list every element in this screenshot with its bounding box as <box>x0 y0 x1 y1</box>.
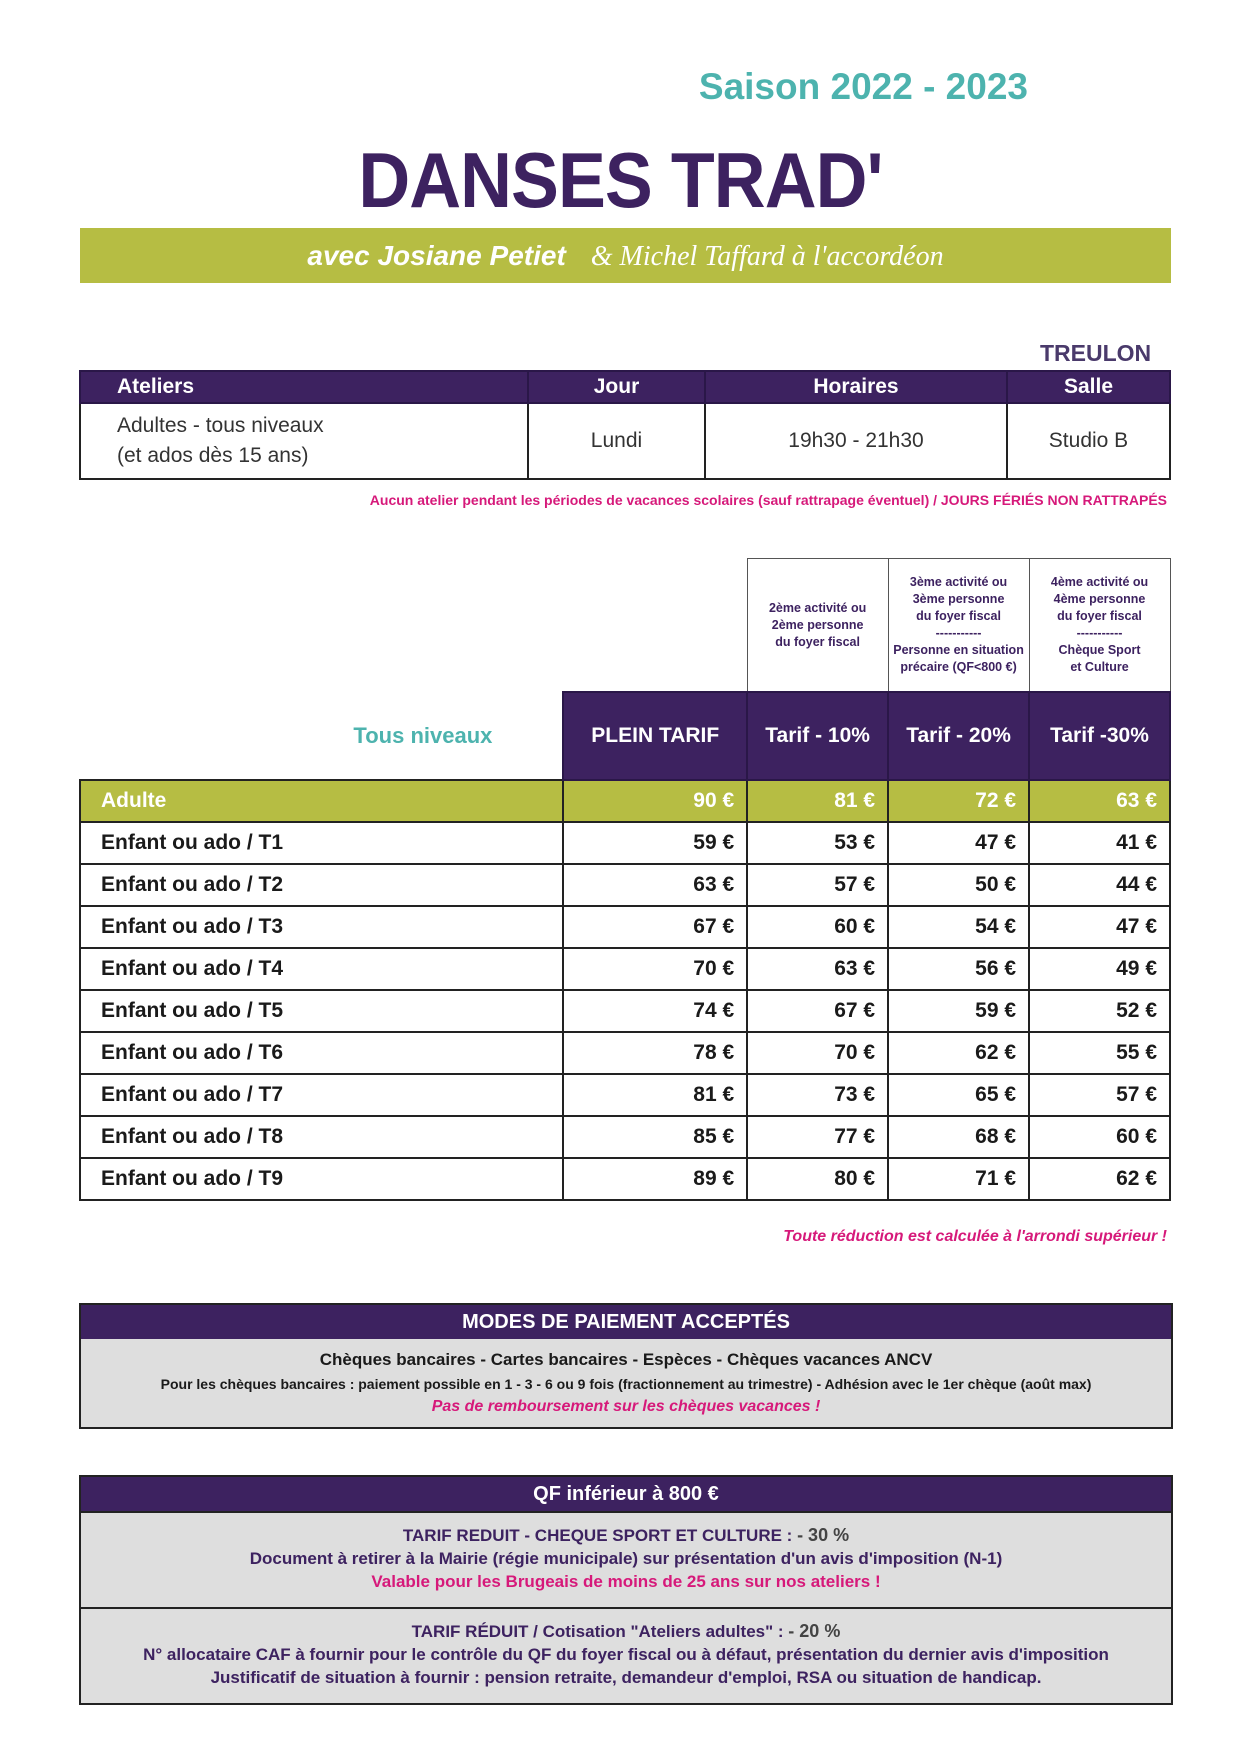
schedule-header-row <box>80 371 1170 403</box>
tous-niveaux-label: Tous niveaux <box>353 722 493 748</box>
price-cell: 55 € <box>1029 1032 1170 1074</box>
price-cell: 63 € <box>747 948 888 990</box>
payment-content <box>81 1339 1171 1427</box>
price-cell: 68 € <box>888 1116 1029 1158</box>
qf-sec1-line2: Document à retirer à la Mairie (régie municipale) sur présentation d'un avis d'imposition (N-1) <box>249 1549 1003 1568</box>
price-cell: 70 € <box>563 948 747 990</box>
payment-cheque-note: Pour les chèques bancaires : paiement possible en 1 - 3 - 6 ou 9 fois (fractionnement au trimestre) - Adhésion avec le 1er chèque (août max) <box>160 1376 1092 1392</box>
vacances-note: Aucun atelier pendant les périodes de vacances scolaires (sauf rattrapage éventuel) / JOURS FÉRIÉS NON RATTRAPÉS <box>369 492 1167 508</box>
row-label: Enfant ou ado / T8 <box>80 1116 563 1158</box>
row-label: Enfant ou ado / T9 <box>80 1158 563 1200</box>
arrondi-note: Toute réduction est calculée à l'arrondi supérieur ! <box>783 1228 1167 1245</box>
price-cell: 81 € <box>747 780 888 822</box>
row-label: Enfant ou ado / T1 <box>80 822 563 864</box>
table-row <box>80 1074 1170 1116</box>
header-salle: Salle <box>1007 371 1170 403</box>
qf-sec1-title <box>81 1524 1171 1547</box>
price-cell: 54 € <box>888 906 1029 948</box>
pricing-table <box>79 558 1171 1201</box>
price-cell: 59 € <box>563 822 747 864</box>
qf-sec1-pct: - 30 % <box>797 1525 850 1545</box>
qf-box <box>79 1475 1173 1705</box>
pricing-header-row <box>80 692 1170 780</box>
note-text: du foyer fiscal <box>775 634 860 649</box>
col-tarif-30: Tarif -30% <box>1029 692 1170 780</box>
price-cell: 57 € <box>747 864 888 906</box>
note-text: 2ème activité ou <box>768 600 867 615</box>
table-row <box>80 948 1170 990</box>
note-col4 <box>1029 559 1170 693</box>
qf-sec2-line2: N° allocataire CAF à fournir pour le contrôle du QF du foyer fiscal ou à défaut, présentation du dernier avis d'imposition <box>143 1645 1109 1664</box>
payment-title: MODES DE PAIEMENT ACCEPTÉS <box>81 1305 1171 1339</box>
schedule-table <box>79 370 1171 480</box>
qf-section-sport-culture <box>81 1511 1171 1607</box>
row-label: Enfant ou ado / T7 <box>80 1074 563 1116</box>
price-cell: 41 € <box>1029 822 1170 864</box>
price-cell: 60 € <box>1029 1116 1170 1158</box>
header-horaires: Horaires <box>705 371 1007 403</box>
price-cell: 74 € <box>563 990 747 1032</box>
horaires-cell: 19h30 - 21h30 <box>705 403 1007 479</box>
row-label: Adulte <box>80 780 563 822</box>
price-cell: 56 € <box>888 948 1029 990</box>
price-cell: 73 € <box>747 1074 888 1116</box>
note-text: 4ème activité ou <box>1050 575 1149 589</box>
price-cell: 53 € <box>747 822 888 864</box>
price-cell: 59 € <box>888 990 1029 1032</box>
payment-methods: Chèques bancaires - Cartes bancaires - Espèces - Chèques vacances ANCV <box>319 1350 933 1369</box>
price-cell: 57 € <box>1029 1074 1170 1116</box>
page-title: DANSES TRAD' <box>358 136 883 224</box>
location-label: TREULON <box>1040 340 1152 366</box>
header-jour: Jour <box>528 371 705 403</box>
price-cell: 50 € <box>888 864 1029 906</box>
salle-cell: Studio B <box>1007 403 1170 479</box>
atelier-line1: Adultes - tous niveaux <box>117 414 324 437</box>
qf-sec2-label: TARIF RÉDUIT / Cotisation "Ateliers adultes" : <box>411 1622 784 1641</box>
qf-sec2-title <box>81 1620 1171 1643</box>
note-text: du foyer fiscal <box>1057 609 1142 623</box>
note-text: Chèque Sport <box>1058 643 1141 657</box>
price-cell: 78 € <box>563 1032 747 1074</box>
note-text: et Culture <box>1070 660 1129 674</box>
price-cell: 81 € <box>563 1074 747 1116</box>
table-row <box>80 906 1170 948</box>
qf-sec2-pct: - 20 % <box>788 1621 841 1641</box>
instructors-band <box>80 228 1171 283</box>
qf-sec1-line3: Valable pour les Brugeais de moins de 25 ans sur nos ateliers ! <box>371 1572 881 1591</box>
note-text: 3ème personne <box>912 592 1005 606</box>
note-text: ----------- <box>935 626 982 640</box>
qf-sec1-label: TARIF REDUIT - CHEQUE SPORT ET CULTURE : <box>402 1526 793 1545</box>
atelier-cell <box>80 403 528 479</box>
col-plein-tarif: PLEIN TARIF <box>563 692 747 780</box>
table-row <box>80 1032 1170 1074</box>
row-label: Enfant ou ado / T4 <box>80 948 563 990</box>
note-col2 <box>747 559 888 693</box>
qf-title: QF inférieur à 800 € <box>81 1477 1171 1511</box>
price-cell: 60 € <box>747 906 888 948</box>
table-row <box>80 1158 1170 1200</box>
price-cell: 72 € <box>888 780 1029 822</box>
price-cell: 70 € <box>747 1032 888 1074</box>
price-cell: 62 € <box>888 1032 1029 1074</box>
note-text: Personne en situation <box>893 643 1024 657</box>
pricing-notes-row <box>80 559 1170 693</box>
table-row <box>80 780 1170 822</box>
schedule-row <box>80 403 1170 479</box>
price-cell: 62 € <box>1029 1158 1170 1200</box>
payment-box <box>79 1303 1173 1429</box>
note-text: 2ème personne <box>771 617 864 632</box>
season-label: Saison 2022 - 2023 <box>698 66 1028 107</box>
price-cell: 85 € <box>563 1116 747 1158</box>
qf-section-ateliers-adultes <box>81 1607 1171 1703</box>
price-cell: 80 € <box>747 1158 888 1200</box>
header-ateliers: Ateliers <box>80 371 528 403</box>
price-cell: 63 € <box>1029 780 1170 822</box>
table-row <box>80 822 1170 864</box>
price-cell: 67 € <box>563 906 747 948</box>
atelier-line2: (et ados dès 15 ans) <box>117 444 309 467</box>
table-row <box>80 990 1170 1032</box>
price-cell: 63 € <box>563 864 747 906</box>
price-cell: 47 € <box>888 822 1029 864</box>
price-cell: 89 € <box>563 1158 747 1200</box>
payment-refund-note: Pas de remboursement sur les chèques vacances ! <box>431 1398 821 1415</box>
price-cell: 65 € <box>888 1074 1029 1116</box>
price-cell: 71 € <box>888 1158 1029 1200</box>
price-cell: 49 € <box>1029 948 1170 990</box>
note-col3 <box>888 559 1029 693</box>
col-tarif-10: Tarif - 10% <box>747 692 888 780</box>
musician-name: & Michel Taffard à l'accordéon <box>590 241 944 272</box>
price-cell: 44 € <box>1029 864 1170 906</box>
row-label: Enfant ou ado / T2 <box>80 864 563 906</box>
empty-cell <box>80 559 747 693</box>
table-row <box>80 1116 1170 1158</box>
note-text: 3ème activité ou <box>909 575 1008 589</box>
price-cell: 77 € <box>747 1116 888 1158</box>
note-text: précaire (QF<800 €) <box>900 660 1017 674</box>
jour-cell: Lundi <box>528 403 705 479</box>
teacher-name: avec Josiane Petiet <box>307 240 566 271</box>
col-tarif-20: Tarif - 20% <box>888 692 1029 780</box>
price-cell: 52 € <box>1029 990 1170 1032</box>
price-cell: 47 € <box>1029 906 1170 948</box>
price-cell: 67 € <box>747 990 888 1032</box>
note-text: ----------- <box>1076 626 1123 640</box>
row-label: Enfant ou ado / T6 <box>80 1032 563 1074</box>
qf-sec2-line3: Justificatif de situation à fournir : pension retraite, demandeur d'emploi, RSA ou situation de handicap. <box>210 1668 1042 1687</box>
row-label: Enfant ou ado / T3 <box>80 906 563 948</box>
price-cell: 90 € <box>563 780 747 822</box>
table-row <box>80 864 1170 906</box>
note-text: du foyer fiscal <box>916 609 1001 623</box>
row-label: Enfant ou ado / T5 <box>80 990 563 1032</box>
note-text: 4ème personne <box>1053 592 1146 606</box>
